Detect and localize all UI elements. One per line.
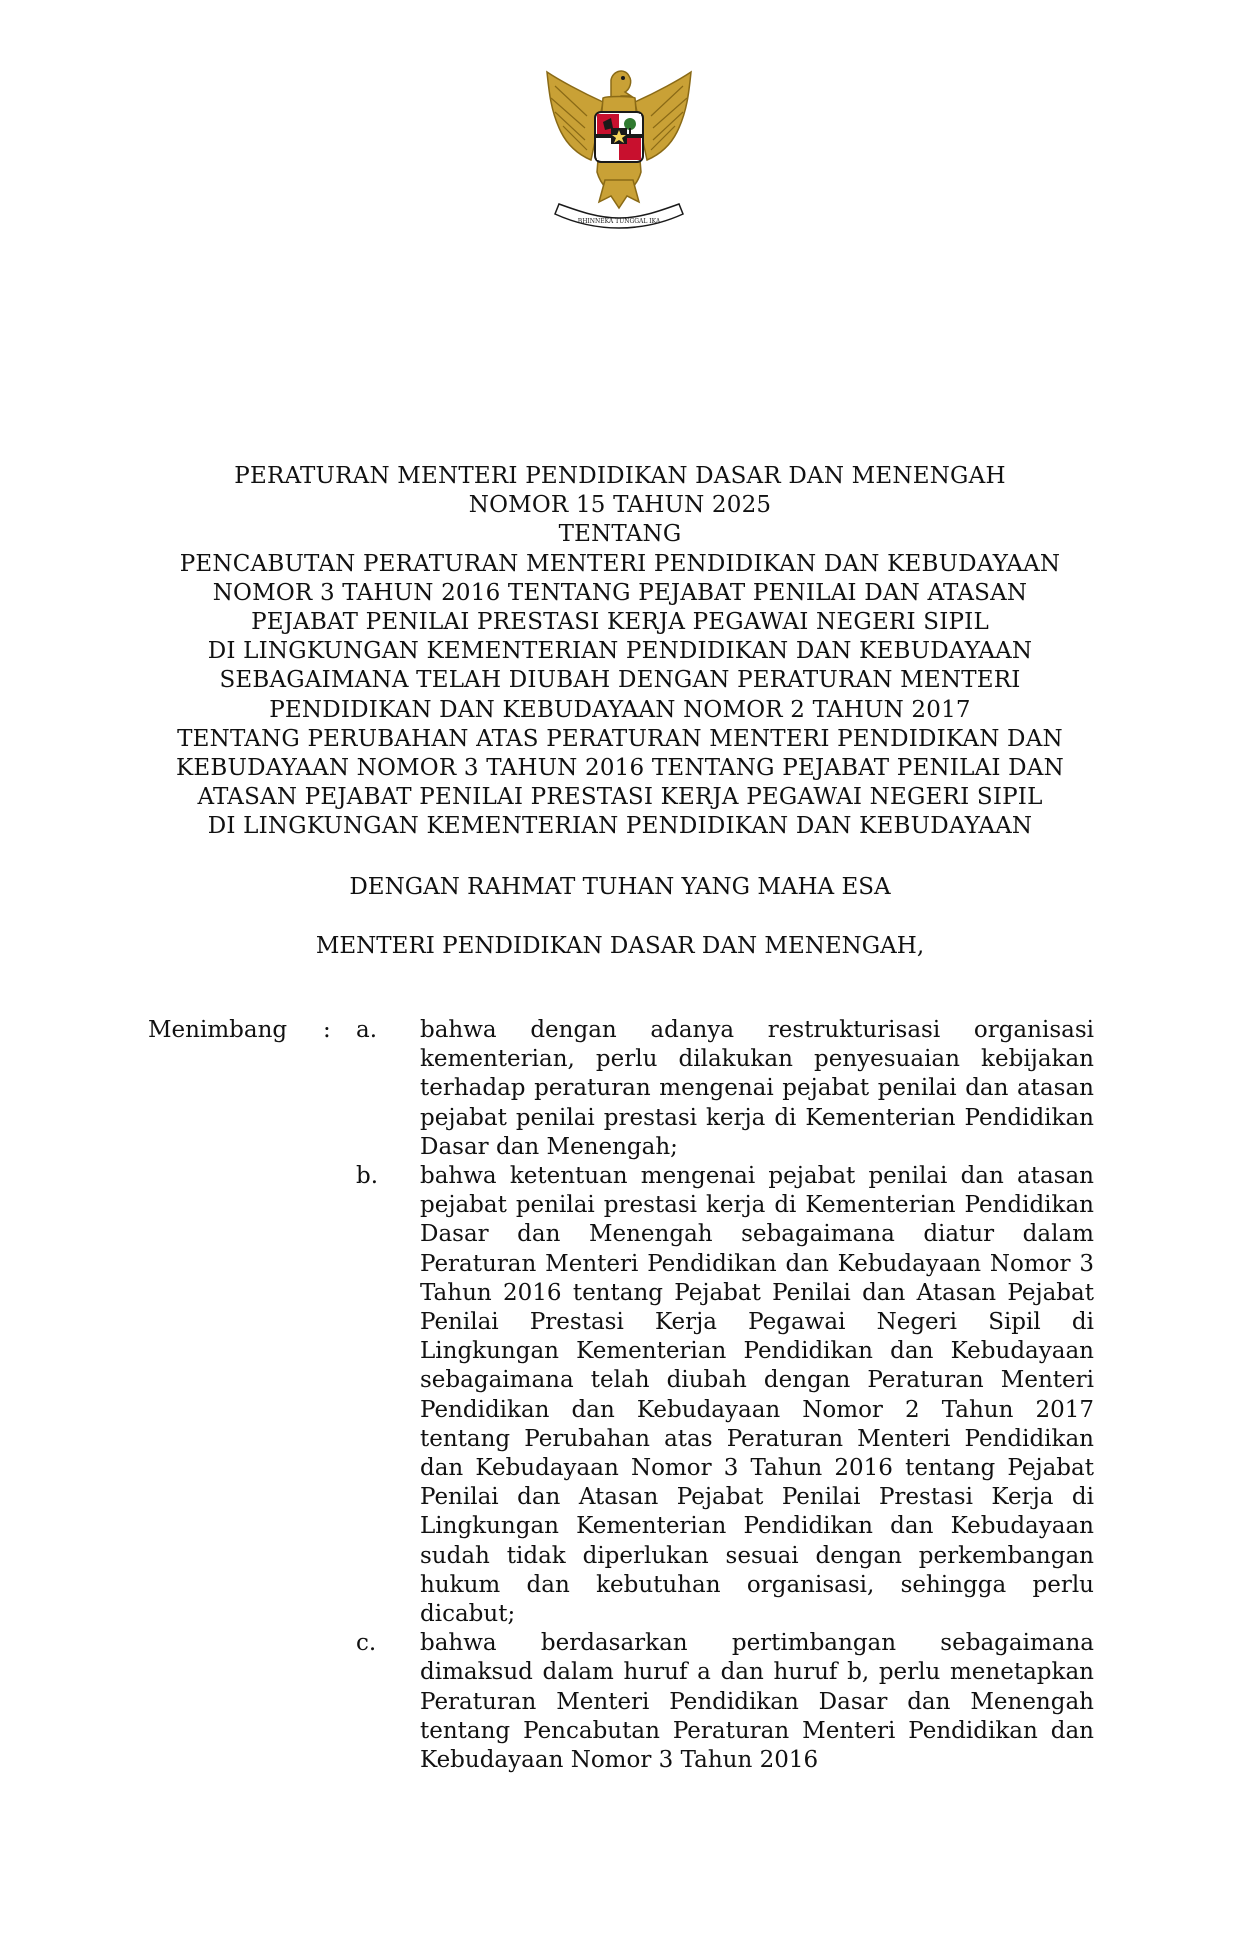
title-line: TENTANG PERUBAHAN ATAS PERATURAN MENTERI PENDIDIKAN DAN (177, 725, 1063, 752)
item-text: bahwa berdasarkan pertimbangan sebagaimana dimaksud dalam huruf a dan huruf b, perlu menetapkan Peraturan Menteri Pendidikan Dasar dan Menengah tentang Pencabutan Peraturan Menteri Pendidikan dan Kebudayaan Nomor 3 Tahun 2016 (420, 1630, 1094, 1774)
title-line: DI LINGKUNGAN KEMENTERIAN PENDIDIKAN DAN KEBUDAYAAN (207, 638, 1033, 665)
considering-item (356, 1016, 1094, 1162)
title-line: NOMOR 15 TAHUN 2025 (468, 492, 772, 519)
item-letter: b. (356, 1163, 379, 1190)
minister-heading: MENTERI PENDIDIKAN DASAR DAN MENENGAH, (315, 933, 925, 959)
item-letter: c. (356, 1630, 377, 1657)
considering-item (356, 1629, 1094, 1775)
title-line: SEBAGAIMANA TELAH DIUBAH DENGAN PERATURAN MENTERI (219, 667, 1021, 694)
considering-colon: : (323, 1017, 331, 1043)
considering-item (356, 1162, 1094, 1629)
item-text: bahwa dengan adanya restrukturisasi organisasi kementerian, perlu dilakukan penyesuaian kebijakan terhadap peraturan mengenai pejabat penilai dan atasan pejabat penilai prestasi kerja di Kementerian Pendidikan Dasar dan Menengah; (420, 1017, 1094, 1160)
garuda-emblem-icon (541, 62, 697, 234)
title-line: NOMOR 3 TAHUN 2016 TENTANG PEJABAT PENILAI DAN ATASAN (212, 579, 1028, 606)
title-line: PENDIDIKAN DAN KEBUDAYAAN NOMOR 2 TAHUN 2017 (269, 696, 971, 723)
considering-label: Menimbang (148, 1017, 288, 1043)
item-letter: a. (356, 1017, 378, 1043)
emblem-motto: BHINNEKA TUNGGAL IKA (577, 218, 661, 225)
title-line: KEBUDAYAAN NOMOR 3 TAHUN 2016 TENTANG PEJABAT PENILAI DAN (176, 755, 1064, 782)
title-line: PERATURAN MENTERI PENDIDIKAN DASAR DAN MENENGAH (234, 463, 1006, 489)
item-text: bahwa ketentuan mengenai pejabat penilai dan atasan pejabat penilai prestasi kerja di Kementerian Pendidikan Dasar dan Menengah sebagaimana diatur dalam Peraturan Menteri Pendidikan dan Kebudayaan Nomor 3 Tahun 2016 tentang Pejabat Penilai dan Atasan Pejabat Penilai Prestasi Kerja Pegawai Negeri Sipil di Lingkungan Kementerian Pendidikan dan Kebudayaan sebagaimana telah diubah dengan Peraturan Menteri Pendidikan dan Kebudayaan Nomor 2 Tahun 2017 tentang Perubahan atas Peraturan Menteri Pendidikan dan Kebudayaan Nomor 3 Tahun 2016 tentang Pejabat Penilai dan Atasan Pejabat Penilai Prestasi Kerja di Lingkungan Kementerian Pendidikan dan Kebudayaan sudah tidak diperlukan sesuai dengan perkembangan hukum dan kebutuhan organisasi, sehingga perlu dicabut; (420, 1163, 1094, 1628)
considering-section (148, 1016, 1094, 1775)
regulation-title (120, 462, 1120, 842)
considering-items (148, 1016, 1094, 1775)
title-line: ATASAN PEJABAT PENILAI PRESTASI KERJA PEGAWAI NEGERI SIPIL (197, 784, 1043, 811)
title-line: PEJABAT PENILAI PRESTASI KERJA PEGAWAI NEGERI SIPIL (251, 609, 989, 636)
invocation: DENGAN RAHMAT TUHAN YANG MAHA ESA (349, 874, 891, 900)
title-line: DI LINGKUNGAN KEMENTERIAN PENDIDIKAN DAN KEBUDAYAAN (207, 813, 1033, 840)
title-line: PENCABUTAN PERATURAN MENTERI PENDIDIKAN DAN KEBUDAYAAN (179, 550, 1061, 577)
title-line: TENTANG (558, 521, 682, 548)
